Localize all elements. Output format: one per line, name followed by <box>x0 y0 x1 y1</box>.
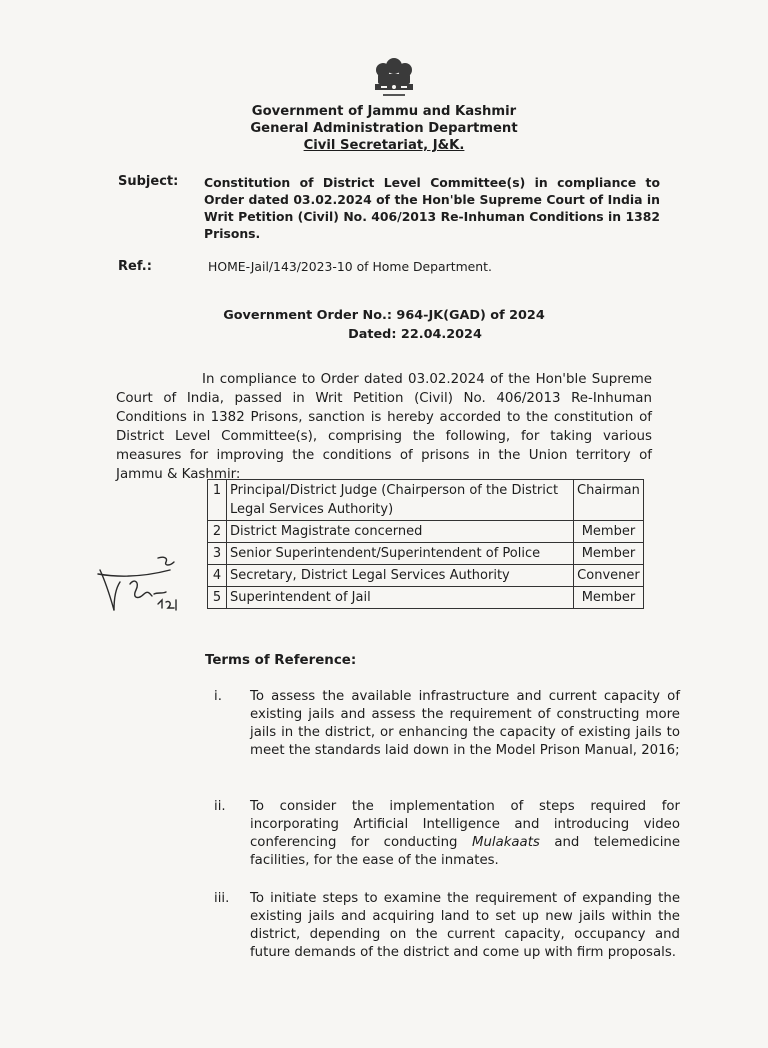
header-government: Government of Jammu and Kashmir <box>251 104 517 119</box>
term-item <box>200 798 680 872</box>
order-number: Government Order No.: 964-JK(GAD) of 2024 <box>223 308 545 323</box>
terms-heading: Terms of Reference: <box>205 653 357 668</box>
member-designation: Principal/District Judge (Chairperson of the District Legal Services Authority) <box>227 480 574 521</box>
member-designation: Superintendent of Jail <box>227 587 574 609</box>
table-row <box>208 587 644 609</box>
handwritten-signature-icon <box>92 548 192 628</box>
table-row <box>208 565 644 587</box>
member-designation: Secretary, District Legal Services Authority <box>227 565 574 587</box>
term-text-part: and telemedicine facilities, for the ease of the inmates. <box>250 835 680 868</box>
header-department: General Administration Department <box>250 121 518 136</box>
committee-table <box>207 479 644 609</box>
term-number: i. <box>214 689 222 704</box>
term-item <box>200 688 680 780</box>
member-role: Chairman <box>574 480 644 521</box>
member-number: 5 <box>208 587 227 609</box>
subject-label: Subject: <box>118 174 179 189</box>
header-secretariat: Civil Secretariat, J&K. <box>303 138 465 153</box>
member-number: 1 <box>208 480 227 521</box>
member-number: 4 <box>208 565 227 587</box>
reference-label: Ref.: <box>118 259 152 274</box>
member-role: Member <box>574 587 644 609</box>
term-number: iii. <box>214 891 230 906</box>
order-block <box>0 306 768 344</box>
term-text: To assess the available infrastructure and current capacity of existing jails and assess the requirement of constructing more jails in the district, or enhancing the capacity of existing jails to meet the standards laid down in the Model Prison Manual, 2016; <box>250 689 680 758</box>
body-paragraph: In compliance to Order dated 03.02.2024 of the Hon'ble Supreme Court of India, passed in Writ Petition (Civil) No. 406/2013 Re-Inhuman Conditions in 1382 Prisons, sanction is hereby accorded to the constitution of District Level Committee(s), comprising the following, for taking various measures for improving the conditions of prisons in the Union territory of Jammu & Kashmir: <box>116 372 652 482</box>
term-text-italic: Mulakaats <box>471 835 540 850</box>
document-header <box>0 103 768 154</box>
reference-text: HOME-Jail/143/2023-10 of Home Department. <box>208 259 492 274</box>
table-row <box>208 521 644 543</box>
ashoka-emblem-icon <box>369 54 419 100</box>
member-role: Member <box>574 521 644 543</box>
subject-text: Constitution of District Level Committee(s) in compliance to Order dated 03.02.2024 of the Hon'ble Supreme Court of India in Writ Petition (Civil) No. 406/2013 Re-Inhuman Conditions in 1382 Prisons. <box>204 175 660 241</box>
member-role: Member <box>574 543 644 565</box>
term-text: To initiate steps to examine the requirement of expanding the existing jails and acquiring land to set up new jails within the district, depending on the current capacity, occupancy and future demands of the district and come up with firm proposals. <box>250 891 680 960</box>
term-item <box>200 890 680 966</box>
table-row <box>208 480 644 521</box>
member-designation: District Magistrate concerned <box>227 521 574 543</box>
term-text-part: To consider the implementation of steps required for incorporating Artificial Intelligence and introducing video conferencing for conducting <box>250 799 680 850</box>
member-number: 2 <box>208 521 227 543</box>
order-date: Dated: 22.04.2024 <box>348 327 482 342</box>
member-role: Convener <box>574 565 644 587</box>
member-number: 3 <box>208 543 227 565</box>
table-row <box>208 543 644 565</box>
term-number: ii. <box>214 799 226 814</box>
term-text <box>250 798 680 870</box>
member-designation: Senior Superintendent/Superintendent of Police <box>227 543 574 565</box>
